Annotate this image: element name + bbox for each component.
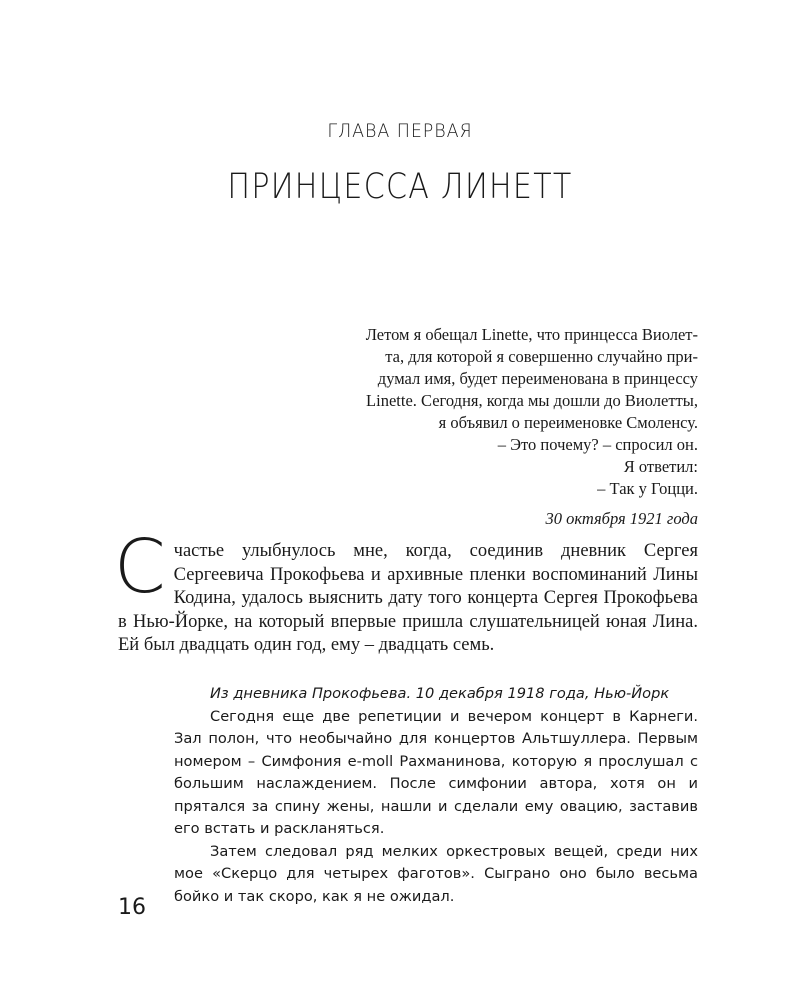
- diary-heading: Из дневника Прокофьева. 10 декабря 1918 года, Нью-Йорк: [210, 685, 670, 702]
- epigraph-line: Летом я обещал Linette, что принцесса Виолет-: [365, 325, 698, 344]
- drop-cap: С: [114, 524, 166, 610]
- epigraph-date: 30 октября 1921 года: [545, 509, 698, 528]
- epigraph-line: Я ответил:: [623, 457, 698, 476]
- epigraph-line: – Так у Гоцци.: [597, 479, 698, 498]
- epigraph-line: думал имя, будет переименована в принцессу: [377, 369, 698, 388]
- page-number: 16: [118, 895, 146, 920]
- intro-paragraph: [114, 524, 698, 658]
- epigraph-line: – Это почему? – спросил он.: [497, 435, 698, 454]
- diary-excerpt: [174, 683, 698, 908]
- chapter-title: ПРИНЦЕССА ЛИНЕТТ: [227, 167, 573, 207]
- epigraph-line: та, для которой я совершенно случайно при-: [385, 347, 698, 366]
- epigraph: [318, 324, 698, 530]
- chapter-label: ГЛАВА ПЕРВАЯ: [327, 120, 473, 142]
- epigraph-line: Linette. Сегодня, когда мы дошли до Виолетты,: [366, 391, 698, 410]
- intro-text: частье улыбнулось мне, когда, соединив дневник Сергея Сергеевича Прокофьева и архивные пленки воспоминаний Лины Кодина, удалось выяснить дату того концерта Сергея Прокофьева в Нью-Йорке, на который впервые пришла слушательницей юная Лина. Ей был двадцать один год, ему – двадцать семь.: [118, 541, 698, 655]
- diary-paragraph: Затем следовал ряд мелких оркестровых вещей, среди них мое «Скерцо для четырех фаготов». Сыграно оно было весьма бойко и так скоро, как я не ожидал.: [174, 842, 698, 905]
- epigraph-line: я объявил о переименовке Смоленсу.: [438, 413, 698, 432]
- diary-paragraph: Сегодня еще две репетиции и вечером концерт в Карнеги. Зал полон, что необычайно для концертов Альтшуллера. Первым номером – Симфония e-moll Рахманинова, которую я прослушал с большим наслаждением. После симфонии автора, хотя он и прятался за спину жены, нашли и сделали ему овацию, заставив его встать и раскланяться.: [174, 707, 698, 837]
